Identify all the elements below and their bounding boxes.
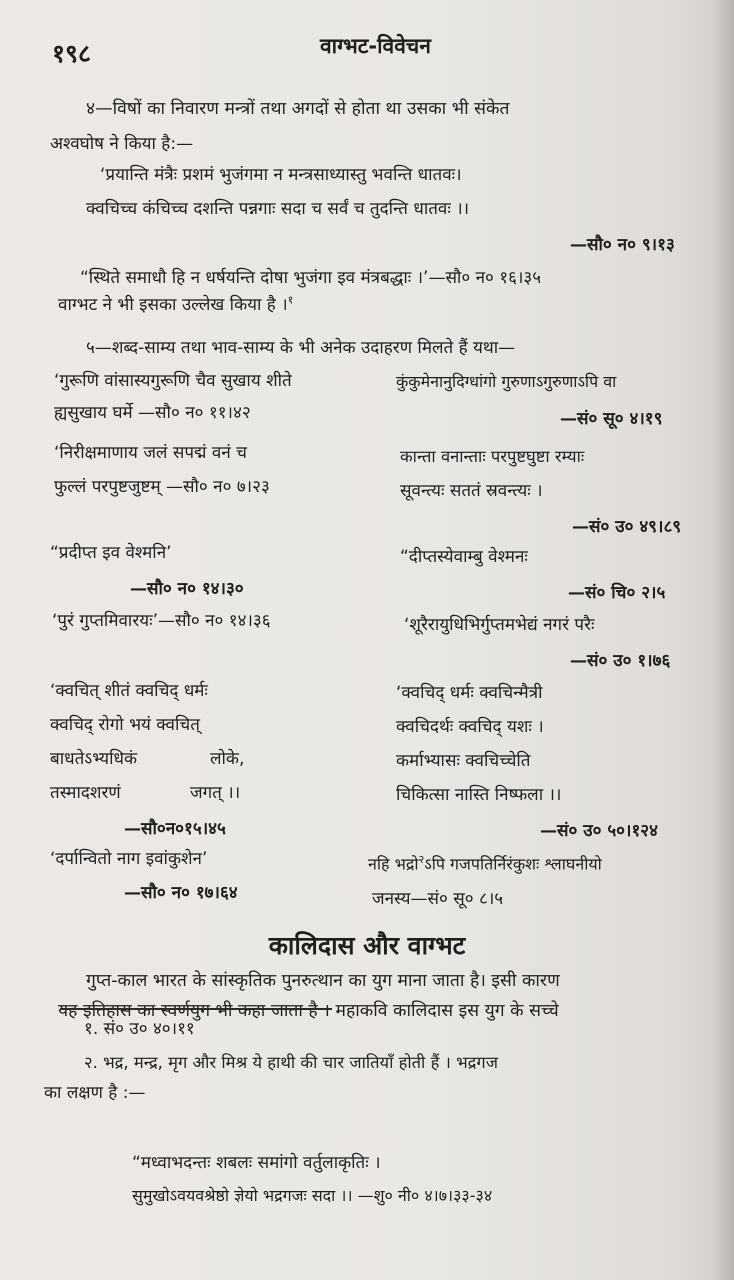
ex2-right-2: सूवन्त्यः सततं स्रवन्त्यः ।: [400, 481, 543, 501]
ex3-left-ref: —सौ० न० १४।३०: [130, 579, 244, 599]
ex5-left-4a: तस्मादशरणं: [50, 783, 121, 803]
section-title: कालिदास और वाग्भट: [268, 931, 466, 960]
ex5-right-3: कर्माभ्यासः क्वचिच्चेति: [396, 751, 531, 771]
ex5-left-2: क्वचिद् रोगो भयं क्वचित्: [50, 715, 200, 735]
running-title: वाग्भट-विवेचन: [320, 34, 431, 58]
section-line2: यह इतिहास का स्वर्णयुग भी कहा जाता है । महाकवि कालिदास इस युग के सच्चे: [58, 1001, 559, 1021]
footnote-verse-1: “मध्वाभदन्तः शबलः समांगो वर्तुलाकृतिः ।: [132, 1153, 381, 1173]
footnote-marker-2: २: [418, 853, 425, 866]
ex2-right-ref: —सं० उ० ४९।८९: [572, 517, 682, 537]
para4-verse2: क्वचिच्च कंचिच्च दशन्ति पन्नगाः सदा च सर्वं च तुदन्ति धातवः ।।: [86, 199, 470, 219]
ex3-right-ref: —सं० चि० २।५: [568, 583, 666, 603]
footnote-verse-2: सुमुखोऽवयवश्रेष्ठो ज्ञेयो भद्रगजः सदा ।। —शु० नी० ४।७।३३-३४: [132, 1186, 493, 1205]
ex2-left-2: फुल्लं परपुष्टजुष्टम् —सौ० न० ७।२३: [54, 477, 270, 497]
ex5-right-4: चिकित्सा नास्ति निष्फला ।।: [396, 785, 562, 805]
ex2-right-1: कान्ता वनान्ताः परपुष्टघुष्टा रम्याः: [400, 447, 585, 466]
ex5-left-ref: —सौ०न०१५।४५: [124, 819, 226, 839]
ex5-right-2: क्वचिदर्थः क्वचिद् यशः ।: [396, 717, 544, 737]
ex3-right: “दीप्तस्येवाम्बु वेश्मनः: [400, 547, 528, 567]
ex1-left-1: ‘गुरूणि वांसास्यगुरूणि चैव सुखाय शीते: [54, 371, 292, 391]
section-line1: गुप्त-काल भारत के सांस्कृतिक पुनरुत्थान का युग माना जाता है। इसी कारण: [86, 971, 560, 991]
para4-ref1: —सौ० न० ९।१३: [570, 235, 675, 255]
ex5-right-1: ‘क्वचिद् धर्मः क्वचिन्मैत्री: [396, 683, 543, 703]
para5-intro: ५—शब्द-साम्य तथा भाव-साम्य के भी अनेक उदाहरण मिलते हैं यथा—: [86, 338, 516, 358]
ex1-left-2: ह्यसुखाय घर्मे —सौ० न० ११।४२: [54, 403, 251, 423]
ex5-left-1: ‘क्वचित् शीतं क्वचिद् धर्मः: [50, 681, 208, 701]
ex6-right-1-a: नहि भद्रो: [368, 854, 419, 874]
footnote-2-line2: का लक्षण है :—: [44, 1083, 146, 1103]
para4-line3: [58, 292, 293, 315]
para4-line2: अश्वघोष ने किया है:—: [50, 134, 194, 154]
para4-line1: ४—विषों का निवारण मन्त्रों तथा अगदों से होता था उसका भी संकेत: [86, 99, 510, 119]
footnote-2-line1: २. भद्र, मन्द्र, मृग और मिश्र ये हाथी की चार जातियाँ होती हैं । भद्रगज: [84, 1053, 498, 1072]
ex1-right-ref: —सं० सू० ४।१९: [560, 409, 663, 429]
ex5-left-3b: लोके,: [210, 749, 245, 769]
ex5-left-3a: बाधतेऽभ्यधिकं: [50, 749, 138, 769]
ex1-right-1: कुंकुमेनानुदिग्धांगो गुरुणाऽगुरुणाऽपि वा: [396, 372, 617, 391]
footnote-marker: १: [287, 293, 294, 307]
ex3-left: “प्रदीप्त इव वेश्मनि’: [50, 543, 172, 563]
ex6-right-2: जनस्य—सं० सू० ८।५: [372, 889, 504, 909]
ex6-right-1-b: ऽपि गजपतिर्निरंकुशः श्लाघनीयो: [424, 854, 602, 874]
ex5-left-4b: जगत् ।।: [190, 783, 241, 803]
para4-line3-text: वाग्भट ने भी इसका उल्लेख किया है ।: [58, 295, 288, 315]
footnote-1: १. सं० उ० ४०।११: [84, 1019, 195, 1039]
para4-verse3: “स्थिते समाधौ हि न धर्षयन्ति दोषा भुजंगा इव मंत्रबद्धाः ।’—सौ० न० १६।३५: [80, 268, 542, 288]
ex4-right: ‘शूरैरायुधिभिर्गुप्तमभेद्यं नगरं परैः: [404, 615, 595, 635]
ex6-left: ‘दर्पान्वितो नाग इवांकुशेन’: [50, 849, 208, 869]
ex6-left-ref: —सौ० न० १७।६४: [124, 883, 238, 903]
para4-verse1: ‘प्रयान्ति मंत्रैः प्रशमं भुजंगमा न मन्त्रसाध्यास्तु भवन्ति धातवः।: [100, 165, 462, 185]
ex2-left-1: ‘निरीक्षमाणाय जलं सपद्मं वनं च: [54, 443, 247, 463]
ex4-left: ‘पुरं गुप्तमिवारयः’—सौ० न० १४।३६: [52, 611, 271, 631]
footnote-separator: [60, 1008, 332, 1010]
page-number: १९८: [52, 39, 92, 68]
ex6-right-1: [368, 852, 602, 874]
ex4-right-ref: —सं० उ० १।७६: [570, 651, 671, 671]
ex5-right-ref: —सं० उ० ५०।१२४: [540, 821, 658, 841]
